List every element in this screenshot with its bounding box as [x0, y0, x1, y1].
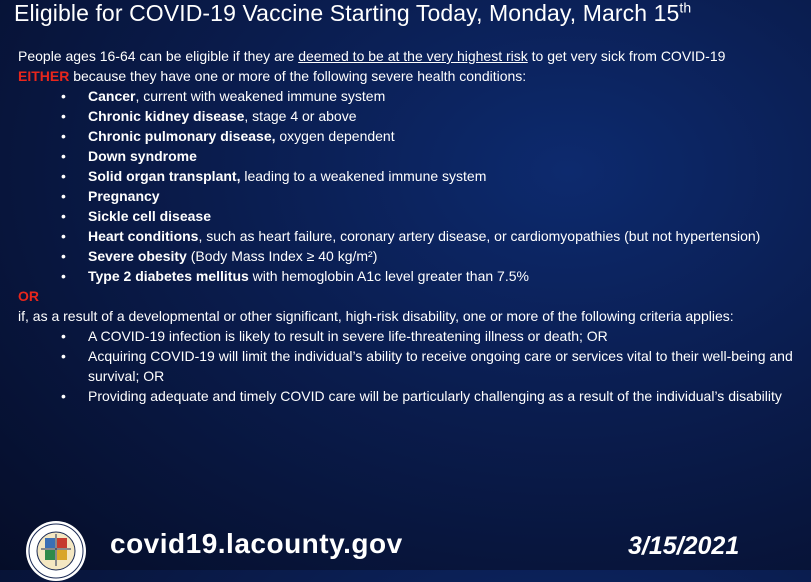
page-title-superscript: th — [679, 0, 692, 16]
or-label: OR — [18, 288, 39, 304]
condition-detail: with hemoglobin A1c level greater than 7.5% — [248, 268, 529, 284]
either-rest-text: because they have one or more of the following severe health conditions: — [69, 68, 527, 84]
condition-name: Chronic kidney disease — [88, 108, 245, 124]
condition-name: Type 2 diabetes mellitus — [88, 268, 249, 284]
intro-text-end: to get very sick from COVID-19 — [527, 48, 726, 64]
condition-item — [88, 86, 803, 106]
intro-paragraph — [18, 46, 803, 66]
condition-item — [88, 166, 803, 186]
criteria-item: • Acquiring COVID-19 will limit the individual’s ability to receive ongoing care or services vital to their well-being and survival; OR — [88, 346, 803, 386]
intro-underlined-text: deemed to be at the very highest risk — [298, 48, 528, 64]
footer-date: 3/15/2021 — [628, 532, 740, 560]
criteria-item: • A COVID-19 infection is likely to result in severe life-threatening illness or death; OR — [88, 326, 803, 346]
condition-item — [88, 126, 803, 146]
condition-name: Chronic pulmonary disease, — [88, 128, 276, 144]
criteria-list — [18, 326, 803, 406]
either-line — [18, 66, 803, 86]
condition-name: Down syndrome — [88, 148, 197, 164]
condition-name: Heart conditions — [88, 228, 199, 244]
intro-text-start: People ages 16-64 can be eligible if they are — [18, 48, 299, 64]
criteria-item: • Providing adequate and timely COVID care will be particularly challenging as a result of the individual’s disability — [88, 386, 803, 406]
condition-item — [88, 106, 803, 126]
condition-name: Severe obesity — [88, 248, 187, 264]
disability-intro: if, as a result of a developmental or other significant, high-risk disability, one or more of the following criteria applies: — [18, 308, 734, 324]
condition-item — [88, 226, 803, 246]
condition-name: Cancer — [88, 88, 136, 104]
condition-item — [88, 186, 803, 206]
condition-name: Solid organ transplant, — [88, 168, 241, 184]
county-seal-icon — [25, 520, 87, 582]
condition-name: Pregnancy — [88, 188, 160, 204]
page-title — [14, 0, 691, 27]
condition-detail: oxygen dependent — [275, 128, 395, 144]
condition-detail: , such as heart failure, coronary artery disease, or cardiomyopathies (but not hypertension) — [198, 228, 761, 244]
condition-detail: (Body Mass Index ≥ 40 kg/m²) — [186, 248, 378, 264]
condition-detail: , current with weakened immune system — [135, 88, 386, 104]
either-keyword: EITHER — [18, 68, 70, 84]
condition-detail: leading to a weakened immune system — [240, 168, 487, 184]
condition-item — [88, 146, 803, 166]
footer-website: covid19.lacounty.gov — [110, 528, 403, 559]
conditions-list — [18, 86, 803, 286]
condition-name: Sickle cell disease — [88, 208, 211, 224]
condition-item — [88, 206, 803, 226]
condition-item — [88, 246, 803, 266]
condition-detail: , stage 4 or above — [244, 108, 357, 124]
condition-item — [88, 266, 803, 286]
page-title-text: Eligible for COVID-19 Vaccine Starting Today, Monday, March 15 — [14, 0, 680, 26]
eligibility-content — [18, 46, 803, 406]
